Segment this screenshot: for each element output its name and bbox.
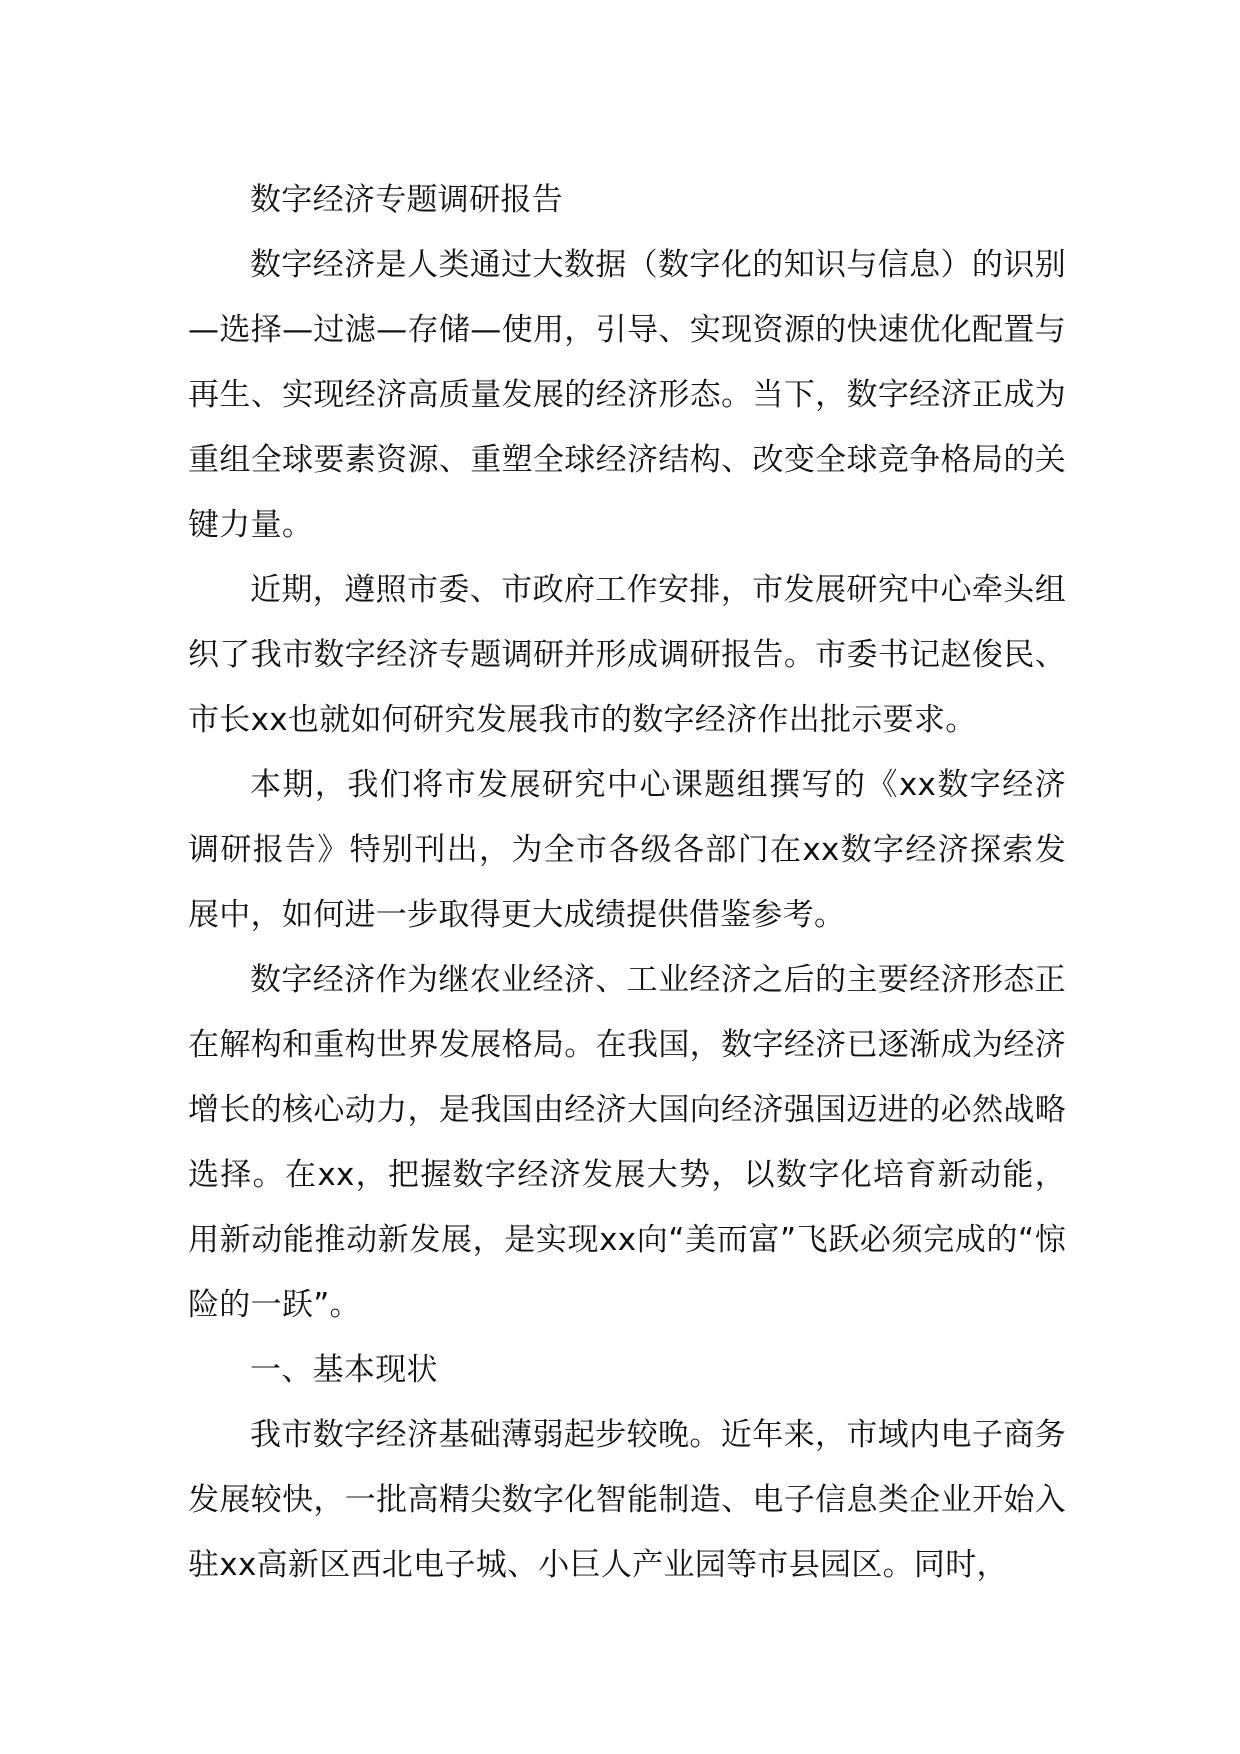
paragraph-significance: 数字经济作为继农业经济、工业经济之后的主要经济形态正在解构和重构世界发展格局。在我国，数字经济已逐渐成为经济增长的核心动力，是我国由经济大国向经济强国迈进的必然战略选择。在xx，把握数字经济发展大势，以数字化培育新动能，用新动能推动新发展，是实现xx向“美而富”飞跃必须完成的“惊险的一跃”。 <box>188 962 1066 1323</box>
paragraph-this-issue: 本期，我们将市发展研究中心课题组撰写的《xx数字经济调研报告》特别刊出，为全市各级各部门在xx数字经济探索发展中，如何进一步取得更大成绩提供借鉴参考。 <box>188 767 1066 933</box>
paragraph-definition: 数字经济是人类通过大数据（数字化的知识与信息）的识别—选择—过滤—存储—使用，引导、实现资源的快速优化配置与再生、实现经济高质量发展的经济形态。当下，数字经济正成为重组全球要素资源、重塑全球经济结构、改变全球竞争格局的关键力量。 <box>188 247 1066 543</box>
section-heading: 一、基本现状 <box>250 1352 438 1388</box>
document-title: 数字经济专题调研报告 <box>250 182 563 218</box>
paragraph-basic-status: 我市数字经济基础薄弱起步较晚。近年来，市域内电子商务发展较快，一批高精尖数字化智能制造、电子信息类企业开始入驻xx高新区西北电子城、小巨人产业园等市县园区。同时， <box>188 1417 1066 1583</box>
paragraph-recent-work: 近期，遵照市委、市政府工作安排，市发展研究中心牵头组织了我市数字经济专题调研并形成调研报告。市委书记赵俊民、市长xx也就如何研究发展我市的数字经济作出批示要求。 <box>188 572 1066 738</box>
document-body <box>188 168 1066 1598</box>
